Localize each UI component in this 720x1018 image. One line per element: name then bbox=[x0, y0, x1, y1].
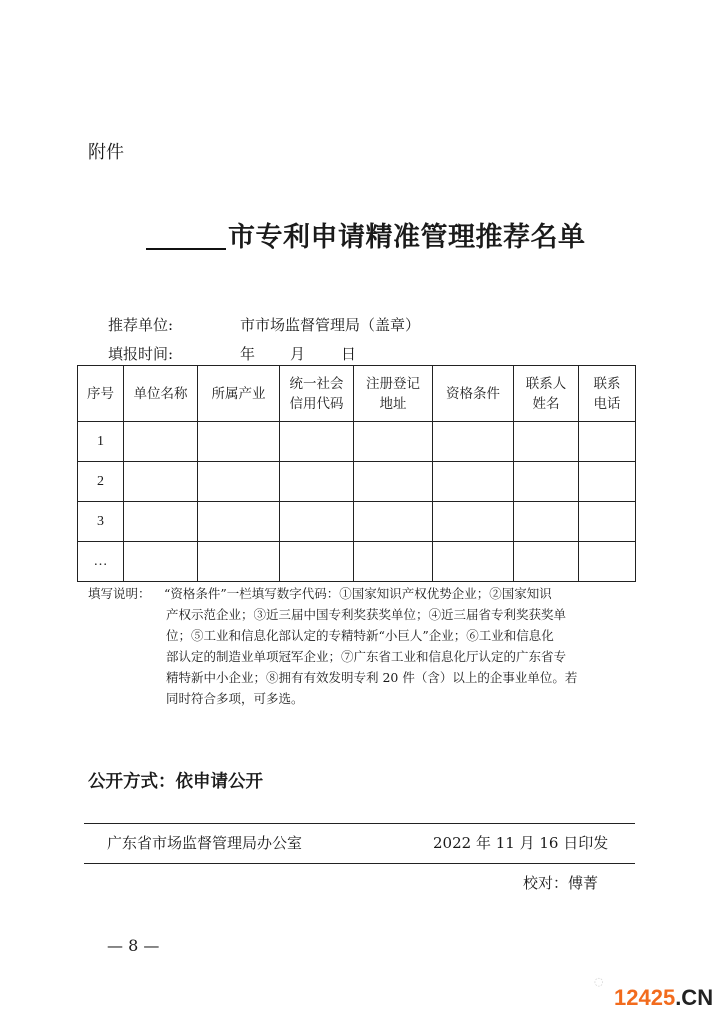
recommender-label: 推荐单位: bbox=[108, 316, 174, 334]
wechat-watermark-icon: ◌ bbox=[594, 975, 604, 988]
table-cell[interactable] bbox=[124, 542, 198, 582]
table-cell[interactable] bbox=[354, 462, 433, 502]
row-index: 2 bbox=[78, 462, 124, 502]
table-cell[interactable] bbox=[280, 502, 354, 542]
table-cell[interactable] bbox=[433, 462, 514, 502]
table-cell[interactable] bbox=[514, 502, 579, 542]
table-cell[interactable] bbox=[124, 462, 198, 502]
column-header bbox=[514, 366, 579, 422]
document-title bbox=[146, 214, 586, 254]
table-cell[interactable] bbox=[354, 502, 433, 542]
note-line: 产权示范企业；③近三届中国专利奖获奖单位；④近三届省专利奖获奖单 bbox=[166, 607, 567, 622]
table-cell[interactable] bbox=[514, 462, 579, 502]
column-header bbox=[433, 366, 514, 422]
column-header-line: 姓名 bbox=[532, 395, 560, 412]
city-blank-line bbox=[146, 216, 226, 250]
disclosure-method: 公开方式：依申请公开 bbox=[88, 772, 263, 792]
table-cell[interactable] bbox=[579, 462, 636, 502]
column-header-line: 统一社会 bbox=[289, 375, 344, 392]
column-header-line: 电话 bbox=[593, 395, 621, 412]
table-cell[interactable] bbox=[354, 542, 433, 582]
table-cell[interactable] bbox=[124, 502, 198, 542]
table-cell[interactable] bbox=[198, 542, 280, 582]
row-index: … bbox=[78, 542, 124, 582]
table-cell[interactable] bbox=[514, 422, 579, 462]
column-header-line: 注册登记 bbox=[366, 375, 420, 392]
table-cell[interactable] bbox=[354, 422, 433, 462]
note-line: 精特新中小企业；⑧拥有有效发明专利 20 件（含）以上的企事业单位。若 bbox=[166, 670, 578, 685]
table-row bbox=[78, 422, 636, 462]
table-header-row bbox=[78, 366, 636, 422]
column-header-line: 信用代码 bbox=[289, 395, 344, 412]
recommender-value: 市市场监督管理局（盖章） bbox=[240, 316, 421, 334]
proofreader: 校对：傅菁 bbox=[523, 874, 599, 892]
row-index: 3 bbox=[78, 502, 124, 542]
issuer: 广东省市场监督管理局办公室 bbox=[107, 834, 303, 852]
table-cell[interactable] bbox=[198, 462, 280, 502]
note-line: 部认定的制造业单项冠军企业；⑦广东省工业和信息化厅认定的广东省专 bbox=[166, 649, 567, 664]
report-date-day: 日 bbox=[341, 345, 357, 363]
column-header-line: 联系 bbox=[593, 375, 621, 392]
table-row bbox=[78, 462, 636, 502]
table-row bbox=[78, 542, 636, 582]
column-header bbox=[579, 366, 636, 422]
table-cell[interactable] bbox=[124, 422, 198, 462]
column-header-line: 地址 bbox=[379, 395, 407, 412]
site-watermark bbox=[614, 985, 713, 1011]
table-cell[interactable] bbox=[433, 542, 514, 582]
column-header-line: 资格条件 bbox=[446, 385, 500, 402]
column-header bbox=[354, 366, 433, 422]
column-header bbox=[78, 366, 124, 422]
note-label: 填写说明： bbox=[88, 586, 151, 601]
watermark-number: 12425 bbox=[614, 985, 676, 1010]
table-cell[interactable] bbox=[579, 542, 636, 582]
row-index: 1 bbox=[78, 422, 124, 462]
column-header bbox=[124, 366, 198, 422]
attachment-label: 附件 bbox=[88, 142, 124, 163]
table-cell[interactable] bbox=[433, 422, 514, 462]
table-cell[interactable] bbox=[280, 422, 354, 462]
table-cell[interactable] bbox=[198, 422, 280, 462]
report-date-year: 年 bbox=[240, 345, 256, 363]
column-header-line: 单位名称 bbox=[133, 385, 188, 402]
table-cell[interactable] bbox=[579, 502, 636, 542]
table-cell[interactable] bbox=[579, 422, 636, 462]
issue-date: 2022 年 11 月 16 日印发 bbox=[433, 834, 609, 852]
fill-instructions bbox=[88, 583, 636, 709]
title-text: 市专利申请精准管理推荐名单 bbox=[228, 222, 586, 253]
table-cell[interactable] bbox=[433, 502, 514, 542]
table-cell[interactable] bbox=[514, 542, 579, 582]
column-header-line: 联系人 bbox=[525, 375, 567, 392]
table-cell[interactable] bbox=[280, 462, 354, 502]
note-line: 同时符合多项，可多选。 bbox=[166, 691, 304, 706]
column-header bbox=[280, 366, 354, 422]
column-header bbox=[198, 366, 280, 422]
footer-top-rule bbox=[84, 823, 635, 824]
watermark-domain: .CN bbox=[675, 985, 714, 1010]
table-cell[interactable] bbox=[280, 542, 354, 582]
table-cell[interactable] bbox=[198, 502, 280, 542]
page-number: — 8 — bbox=[107, 936, 160, 955]
column-header-line: 所属产业 bbox=[211, 385, 266, 402]
recommendation-table bbox=[77, 365, 636, 582]
footer-bottom-rule bbox=[84, 863, 635, 864]
table-row bbox=[78, 502, 636, 542]
note-line: “资格条件”一栏填写数字代码：①国家知识产权优势企业；②国家知识 bbox=[164, 586, 552, 601]
report-date-label: 填报时间: bbox=[108, 345, 174, 363]
report-date-month: 月 bbox=[290, 345, 306, 363]
column-header-line: 序号 bbox=[87, 385, 114, 402]
note-line: 位；⑤工业和信息化部认定的专精特新“小巨人”企业；⑥工业和信息化 bbox=[166, 628, 554, 643]
